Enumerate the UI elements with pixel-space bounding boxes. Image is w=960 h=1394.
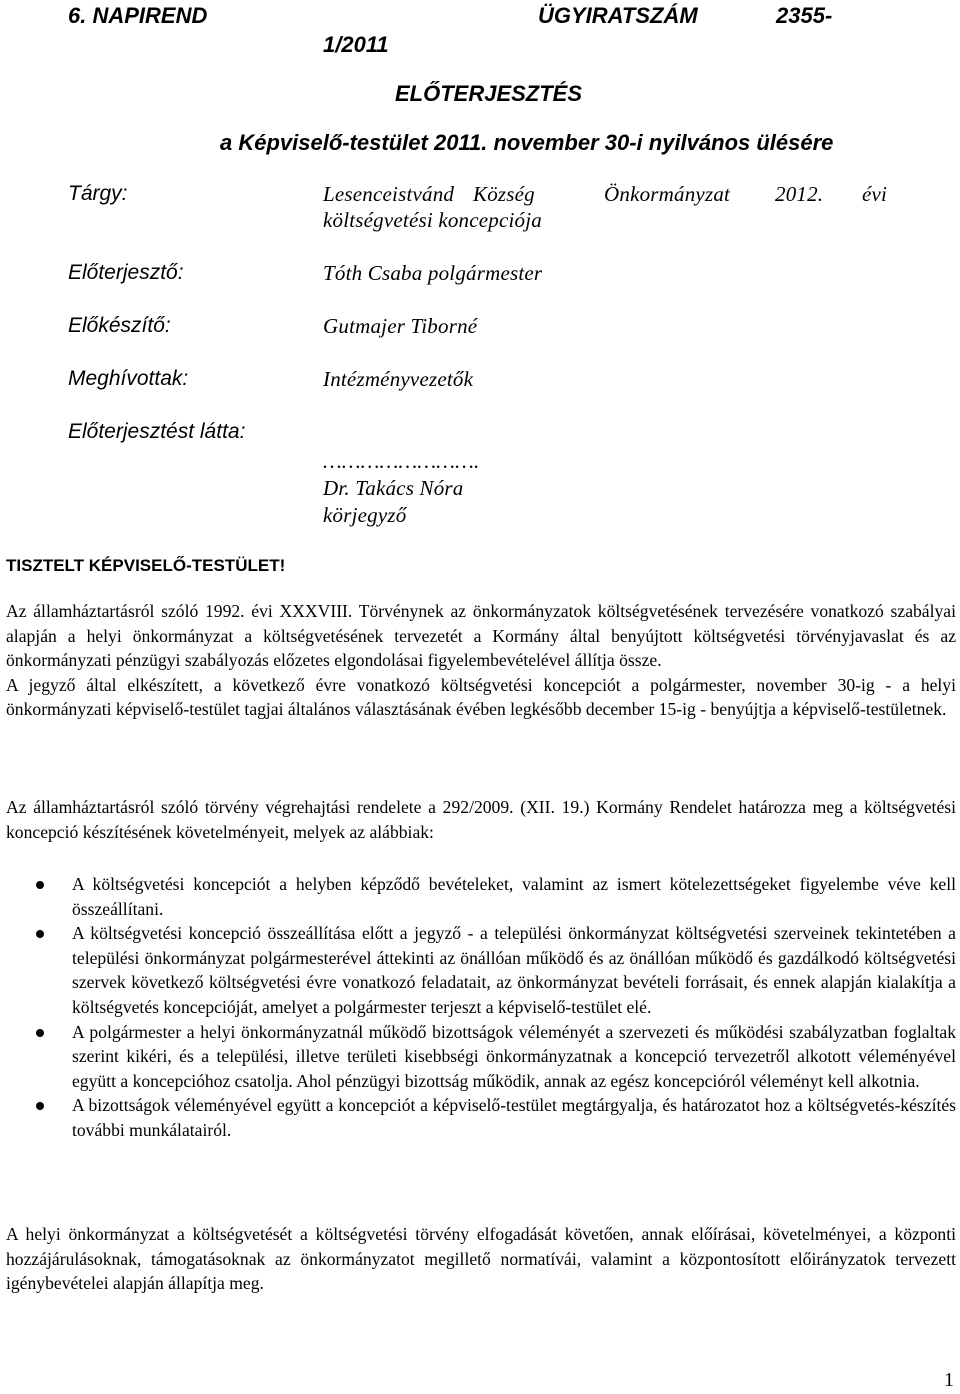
subject-label: Tárgy: [68, 182, 128, 205]
bullet-icon [36, 1102, 44, 1110]
paragraph-2: A jegyző által elkészített, a következő évre vonatkozó költségvetési koncepciót a polgármester, november 30-ig - a helyi önkormányzati képviselő-testület tagjai általános választásának évében legkésőbb december 15-ig - benyújtja a képviselő-testületnek. [6, 674, 956, 720]
bullet-icon [36, 930, 44, 938]
invitees-value: Intézményvezetők [323, 367, 474, 391]
subject-word-2: Község [473, 182, 535, 206]
meeting-line: a Képviselő-testület 2011. november 30-i nyilvános ülésére [220, 130, 834, 155]
file-number-part2: 1/2011 [323, 32, 389, 57]
list-item: A költségvetési koncepciót a helyben képződő bevételeket, valamint az ismert kötelezettségeket figyelembe véve kell összeállítani. [6, 872, 956, 921]
document-title: ELŐTERJESZTÉS [395, 81, 583, 106]
paragraph-1: Az államháztartásról szóló 1992. évi XXXVIII. Törvénynek az önkormányzatok költségvetésének tervezésére vonatkozó szabályai alapján a helyi önkormányzat a költségvetésének tervezetét a Kormány által benyújtott költségvetési törvényjavaslat és az önkormányzati pénzügyi szabályozás előzetes elgondolásai figyelembevételével állítja össze. [6, 601, 956, 671]
signature-dots: ……………………. [323, 449, 480, 473]
file-number-label: ÜGYIRATSZÁM [538, 3, 698, 28]
body-block-2 [6, 795, 956, 844]
reviewer-title: körjegyző [323, 503, 407, 527]
reviewer-name: Dr. Takács Nóra [323, 476, 464, 500]
file-number-part1: 2355- [776, 3, 833, 28]
reviewed-label: Előterjesztést látta: [68, 420, 246, 443]
paragraph-3: Az államháztartásról szóló törvény végrehajtási rendelete a 292/2009. (XII. 19.) Kormány Rendelet határozza meg a költségvetési koncepció készítésének követelményeit, melyek az alábbiak: [6, 797, 956, 842]
page-number: 1 [944, 1369, 954, 1391]
preparer-value: Gutmajer Tiborné [323, 314, 478, 338]
presenter-value: Tóth Csaba polgármester [323, 261, 543, 285]
subject-line-2: költségvetési koncepciója [323, 208, 542, 232]
invitees-label: Meghívottak: [68, 367, 189, 390]
agenda-number: 6. NAPIREND [68, 3, 208, 28]
list-item: A bizottságok véleményével együtt a koncepciót a képviselő-testület megtárgyalja, és határozatot hoz a költségvetés-készítés további munkálatairól. [6, 1093, 956, 1142]
bullet-icon [36, 881, 44, 889]
list-item: A polgármester a helyi önkormányzatnál működő bizottságok véleményét a szervezeti és működési szabályzatban foglaltak szerint kikéri, és a települési, illetve területi kisebbségi önkormányzatnak a koncepció tervezetről alkotott véleményével együtt a koncepcióhoz csatolja. Ahol pénzügyi bizottság működik, annak az egész koncepcióról véleményt kell alkotnia. [6, 1020, 956, 1094]
subject-word-1: Lesenceistvánd [323, 182, 455, 206]
paragraph-4: A helyi önkormányzat a költségvetését a költségvetési törvény elfogadását követően, annak előírásai, követelményei, a központi hozzájárulásoknak, támogatásoknak az önkormányzatot megillető normatívái, valamint a központosított előirányzatok tervezett igénybevételei alapján állapítja meg. [6, 1224, 956, 1294]
list-item: A költségvetési koncepció összeállítása előtt a jegyző - a települési önkormányzat költségvetési szerveinek tekintetében a települési önkormányzat polgármesterével áttekinti az önállóan működő és az önállóan működő és gazdálkodó költségvetési szervek következő költségvetési évre vonatkozó feladatait, az önkormányzat bevételi forrásait, és ennek alapján kialakítja a költségvetés koncepcióját, amelyet a polgármester terjeszt a képviselő-testület elé. [6, 921, 956, 1019]
presenter-label: Előterjesztő: [68, 261, 184, 284]
salutation: TISZTELT KÉPVISELŐ-TESTÜLET! [6, 556, 286, 575]
subject-word-4: 2012. [775, 182, 824, 206]
preparer-label: Előkészítő: [68, 314, 171, 337]
body-block-3 [6, 1222, 956, 1296]
subject-word-3: Önkormányzat [604, 182, 731, 206]
requirements-list [6, 872, 956, 1143]
body-block-1 [6, 599, 956, 722]
subject-word-5: évi [862, 182, 888, 206]
bullet-icon [36, 1029, 44, 1037]
